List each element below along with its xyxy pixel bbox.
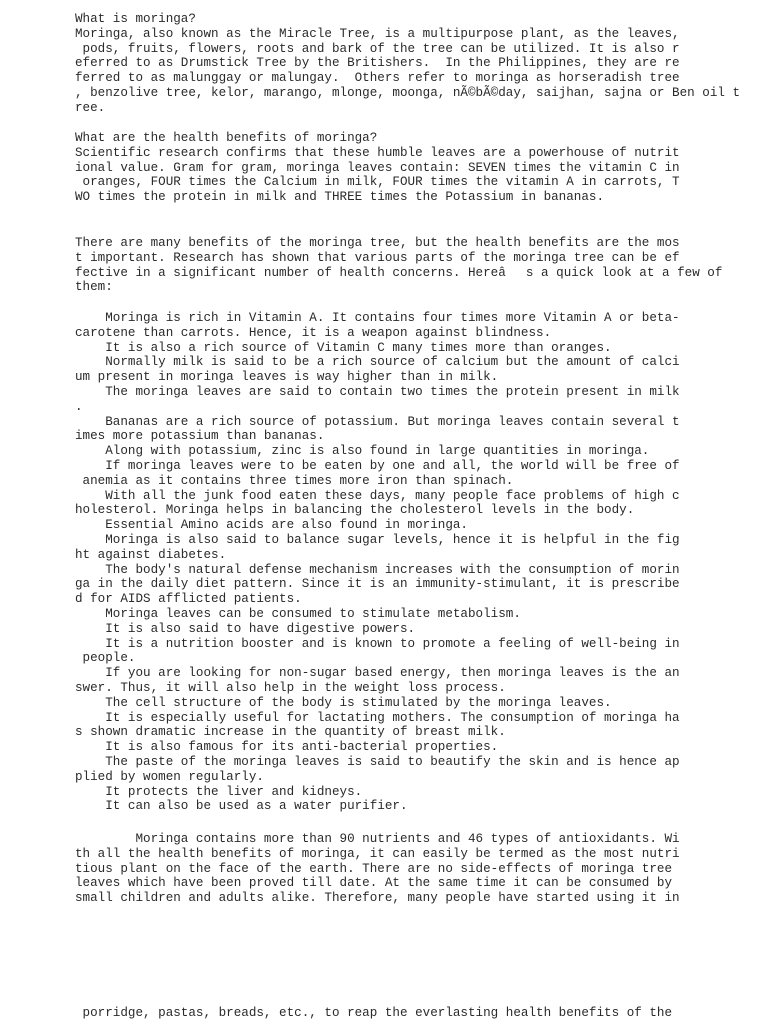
what-is-moringa-section: What is moringa? Moringa, also known as the Miracle Tree, is a multipurpose plant, as the leaves, pods, fruits, flowers, roots and bark of the tree can be utilized. It is also r eferred to as Drumstick Tree by the Britishers. In the Philippines, they are re ferred to as malunggay or malungay. Others refer to moringa as horseradish tree , benzolive tree, kelor, marango, mlonge, moonga, nÃ©bÃ©day, saijhan, sajna or Ben oil t ree. (75, 12, 741, 115)
page-bottom-fragment: porridge, pastas, breads, etc., to reap the everlasting health benefits of the (75, 1006, 673, 1020)
benefits-list: Moringa is rich in Vitamin A. It contains four times more Vitamin A or beta- carotene than carrots. Hence, it is a weapon against blindness. It is also a rich source of Vitamin C many times more than oranges. Normally milk is said to be a rich source of calcium but the amount of calci um present in moringa leaves is way higher than in milk. The moringa leaves are said to contain two times the protein present in milk . Bananas are a rich source of potassium. But moringa leaves contain several t imes more potassium than bananas. Along with potassium, zinc is also found in large quantities in moringa. If moringa leaves were to be eaten by one and all, the world will be free of anemia as it contains three times more iron than spinach. With all the junk food eaten these days, many people face problems of high c holesterol. Moringa helps in balancing the cholesterol levels in the body. Essential Amino acids are also found in moringa. Moringa is also said to balance sugar levels, hence it is helpful in the fig ht against diabetes. The body's natural defense mechanism increases with the consumption of morin ga in the daily diet pattern. Since it is an immunity-stimulant, it is prescribe d for AIDS afflicted patients. Moringa leaves can be consumed to stimulate metabolism. It is also said to have digestive powers. It is a nutrition booster and is known to promote a feeling of well-being in people. If you are looking for non-sugar based energy, then moringa leaves is the an swer. Thus, it will also help in the weight loss process. The cell structure of the body is stimulated by the moringa leaves. It is especially useful for lactating mothers. The consumption of moringa ha s shown dramatic increase in the quantity of breast milk. It is also famous for its anti-bacterial properties. The paste of the moringa leaves is said to beautify the skin and is hence ap plied by women regularly. It protects the liver and kidneys. It can also be used as a water purifier. (75, 311, 680, 814)
health-benefits-section: What are the health benefits of moringa? Scientific research confirms that these humble leaves are a powerhouse of nutrit ional value. Gram for gram, moringa leaves contain: SEVEN times the vitamin C in oranges, FOUR times the Calcium in milk, FOUR times the vitamin A in carrots, T WO times the protein in milk and THREE times the Potassium in bananas. (75, 131, 680, 205)
conclusion-paragraph: Moringa contains more than 90 nutrients and 46 types of antioxidants. Wi th all the health benefits of moringa, it can easily be termed as the most nutri tious plant on the face of the earth. There are no side-effects of moringa tree leaves which have been proved till date. At the same time it can be consumed by small children and adults alike. Therefore, many people have started using it in (75, 832, 680, 906)
many-benefits-paragraph: There are many benefits of the moringa tree, but the health benefits are the mos t important. Research has shown that various parts of the moringa tree can be ef fective in a significant number of health concerns. Hereâs a quick look at a few of them: (75, 236, 723, 295)
